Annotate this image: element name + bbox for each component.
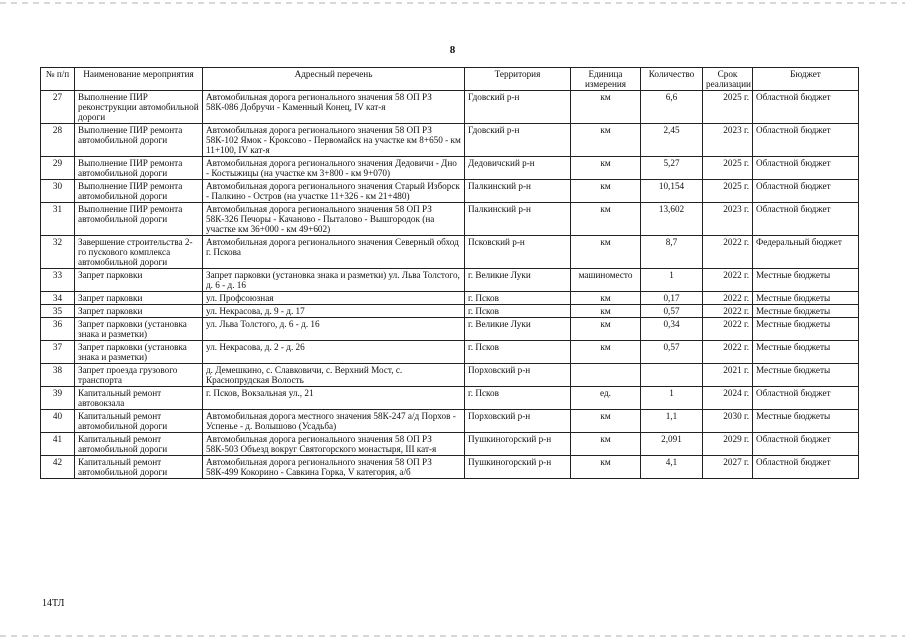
cell-term: 2025 г.	[703, 91, 753, 124]
cell-address: Автомобильная дорога регионального значения Дедовичи - Дно - Костыжицы (на участке км 3+800 - км 9+070)	[203, 157, 465, 180]
cell-unit: км	[571, 456, 641, 479]
cell-measure-name: Выполнение ПИР ремонта автомобильной дороги	[75, 124, 203, 157]
cell-territory: Палкинский р-н	[465, 180, 571, 203]
cell-measure-name: Капитальный ремонт автомобильной дороги	[75, 433, 203, 456]
cell-budget: Областной бюджет	[753, 456, 859, 479]
table-row	[41, 124, 859, 157]
cell-measure-name: Запрет проезда грузового транспорта	[75, 364, 203, 387]
cell-address: Автомобильная дорога регионального значения Старый Изборск - Палкино - Остров (на участке 11+326 - км 21+480)	[203, 180, 465, 203]
cell-unit: км	[571, 410, 641, 433]
cell-quantity	[641, 364, 703, 387]
cell-measure-name: Выполнение ПИР ремонта автомобильной дороги	[75, 203, 203, 236]
cell-unit: км	[571, 236, 641, 269]
cell-unit: км	[571, 292, 641, 305]
footer-code: 14ТЛ	[42, 598, 65, 609]
cell-quantity: 1,1	[641, 410, 703, 433]
cell-unit: ед.	[571, 387, 641, 410]
cell-unit	[571, 364, 641, 387]
cell-territory: г. Псков	[465, 305, 571, 318]
cell-address: Автомобильная дорога регионального значения 58 ОП РЗ 58К-499 Кокорино - Савкина Горка, V категория, а/б	[203, 456, 465, 479]
cell-address: ул. Некрасова, д. 2 - д. 26	[203, 341, 465, 364]
cell-measure-name: Капитальный ремонт автовокзала	[75, 387, 203, 410]
table-row	[41, 364, 859, 387]
cell-term: 2024 г.	[703, 387, 753, 410]
cell-measure-name: Запрет парковки	[75, 269, 203, 292]
cell-measure-name: Запрет парковки (установка знака и разметки)	[75, 318, 203, 341]
measures-table	[40, 67, 859, 479]
cell-budget: Областной бюджет	[753, 387, 859, 410]
table-row	[41, 91, 859, 124]
header-name: Наименование мероприятия	[75, 68, 203, 91]
cell-budget: Федеральный бюджет	[753, 236, 859, 269]
cell-territory: г. Великие Луки	[465, 269, 571, 292]
table-row	[41, 203, 859, 236]
cell-address: Автомобильная дорога местного значения 58К-247 а/д Порхов - Успенье - д. Волышово (Усадьба)	[203, 410, 465, 433]
cell-quantity: 10,154	[641, 180, 703, 203]
cell-unit: км	[571, 433, 641, 456]
cell-measure-name: Завершение строительства 2-го пускового комплекса автомобильной дороги	[75, 236, 203, 269]
cell-unit: км	[571, 91, 641, 124]
cell-number: 42	[41, 456, 75, 479]
cell-unit: км	[571, 318, 641, 341]
cell-number: 27	[41, 91, 75, 124]
cell-territory: Дедовичский р-н	[465, 157, 571, 180]
header-territory: Территория	[465, 68, 571, 91]
cell-term: 2022 г.	[703, 341, 753, 364]
header-number: № п/п	[41, 68, 75, 91]
cell-address: Автомобильная дорога регионального значения 58 ОП РЗ 58К-326 Печоры - Качаново - Пыталово - Вышгородок (на участке км 36+000 - км 49+602)	[203, 203, 465, 236]
table-header-row	[41, 68, 859, 91]
cell-address: Автомобильная дорога регионального значения 58 ОП РЗ 58К-086 Добручи - Каменный Конец, IV кат-я	[203, 91, 465, 124]
cell-address: ул. Профсоюзная	[203, 292, 465, 305]
cell-unit: км	[571, 305, 641, 318]
cell-unit: км	[571, 180, 641, 203]
cell-budget: Местные бюджеты	[753, 318, 859, 341]
header-budget: Бюджет	[753, 68, 859, 91]
page-number: 8	[449, 44, 456, 56]
table-row	[41, 305, 859, 318]
cell-measure-name: Капитальный ремонт автомобильной дороги	[75, 410, 203, 433]
cell-measure-name: Капитальный ремонт автомобильной дороги	[75, 456, 203, 479]
header-term: Срок реализации	[703, 68, 753, 91]
cell-number: 31	[41, 203, 75, 236]
cell-unit: км	[571, 203, 641, 236]
header-quantity: Количество	[641, 68, 703, 91]
cell-term: 2025 г.	[703, 157, 753, 180]
cell-measure-name: Запрет парковки	[75, 292, 203, 305]
cell-measure-name: Запрет парковки	[75, 305, 203, 318]
cell-address: ул. Льва Толстого, д. 6 - д. 16	[203, 318, 465, 341]
cell-quantity: 0,34	[641, 318, 703, 341]
cell-measure-name: Запрет парковки (установка знака и разметки)	[75, 341, 203, 364]
cell-number: 36	[41, 318, 75, 341]
cell-term: 2025 г.	[703, 180, 753, 203]
cell-budget: Областной бюджет	[753, 433, 859, 456]
scan-artifact-top	[0, 2, 905, 4]
table-row	[41, 456, 859, 479]
cell-term: 2022 г.	[703, 292, 753, 305]
cell-budget: Областной бюджет	[753, 124, 859, 157]
cell-number: 29	[41, 157, 75, 180]
cell-territory: Палкинский р-н	[465, 203, 571, 236]
cell-term: 2021 г.	[703, 364, 753, 387]
table-row	[41, 236, 859, 269]
cell-quantity: 5,27	[641, 157, 703, 180]
cell-address: Автомобильная дорога регионального значения Северный обход г. Пскова	[203, 236, 465, 269]
cell-number: 37	[41, 341, 75, 364]
cell-measure-name: Выполнение ПИР реконструкции автомобильной дороги	[75, 91, 203, 124]
cell-territory: Пушкиногорский р-н	[465, 433, 571, 456]
header-address: Адресный перечень	[203, 68, 465, 91]
cell-term: 2022 г.	[703, 269, 753, 292]
cell-term: 2029 г.	[703, 433, 753, 456]
cell-territory: Порховский р-н	[465, 364, 571, 387]
table-row	[41, 292, 859, 305]
table-row	[41, 157, 859, 180]
cell-territory: г. Псков	[465, 341, 571, 364]
cell-number: 41	[41, 433, 75, 456]
cell-quantity: 1	[641, 387, 703, 410]
cell-address: Автомобильная дорога регионального значения 58 ОП РЗ 58К-503 Объезд вокруг Святогорского монастыря, III кат-я	[203, 433, 465, 456]
cell-territory: г. Великие Луки	[465, 318, 571, 341]
cell-number: 33	[41, 269, 75, 292]
cell-number: 32	[41, 236, 75, 269]
cell-number: 40	[41, 410, 75, 433]
cell-territory: Порховский р-н	[465, 410, 571, 433]
scan-artifact-bottom	[0, 635, 905, 637]
cell-territory: Гдовский р-н	[465, 124, 571, 157]
cell-budget: Местные бюджеты	[753, 269, 859, 292]
table-row	[41, 341, 859, 364]
cell-territory: Псковский р-н	[465, 236, 571, 269]
cell-quantity: 4,1	[641, 456, 703, 479]
cell-quantity: 6,6	[641, 91, 703, 124]
cell-territory: г. Псков	[465, 292, 571, 305]
cell-quantity: 13,602	[641, 203, 703, 236]
cell-measure-name: Выполнение ПИР ремонта автомобильной дороги	[75, 157, 203, 180]
table-row	[41, 180, 859, 203]
table-row	[41, 269, 859, 292]
cell-term: 2027 г.	[703, 456, 753, 479]
cell-quantity: 1	[641, 269, 703, 292]
cell-territory: Пушкиногорский р-н	[465, 456, 571, 479]
cell-term: 2022 г.	[703, 318, 753, 341]
cell-measure-name: Выполнение ПИР ремонта автомобильной дороги	[75, 180, 203, 203]
cell-address: Запрет парковки (установка знака и разметки) ул. Льва Толстого, д. 6 - д. 16	[203, 269, 465, 292]
header-unit: Единица измерения	[571, 68, 641, 91]
cell-term: 2023 г.	[703, 124, 753, 157]
cell-unit: машиноместо	[571, 269, 641, 292]
cell-quantity: 0,57	[641, 305, 703, 318]
cell-budget: Местные бюджеты	[753, 305, 859, 318]
cell-budget: Местные бюджеты	[753, 364, 859, 387]
cell-number: 35	[41, 305, 75, 318]
cell-territory: Гдовский р-н	[465, 91, 571, 124]
cell-unit: км	[571, 341, 641, 364]
cell-territory: г. Псков	[465, 387, 571, 410]
table-row	[41, 318, 859, 341]
cell-number: 30	[41, 180, 75, 203]
cell-quantity: 2,45	[641, 124, 703, 157]
table-row	[41, 433, 859, 456]
cell-quantity: 8,7	[641, 236, 703, 269]
cell-budget: Областной бюджет	[753, 203, 859, 236]
cell-address: д. Демешкино, с. Славковичи, с. Верхний Мост, с. Краснопрудская Волость	[203, 364, 465, 387]
cell-term: 2022 г.	[703, 305, 753, 318]
table-row	[41, 387, 859, 410]
cell-address: Автомобильная дорога регионального значения 58 ОП РЗ 58К-102 Ямок - Кроксово - Первомайск на участке км 8+650 - км 11+100, IV кат-я	[203, 124, 465, 157]
cell-unit: км	[571, 157, 641, 180]
table-row	[41, 410, 859, 433]
cell-unit: км	[571, 124, 641, 157]
cell-number: 34	[41, 292, 75, 305]
cell-address: ул. Некрасова, д. 9 - д. 17	[203, 305, 465, 318]
cell-budget: Областной бюджет	[753, 180, 859, 203]
cell-quantity: 2,091	[641, 433, 703, 456]
cell-address: г. Псков, Вокзальная ул., 21	[203, 387, 465, 410]
cell-budget: Областной бюджет	[753, 157, 859, 180]
cell-number: 28	[41, 124, 75, 157]
cell-term: 2023 г.	[703, 203, 753, 236]
cell-quantity: 0,57	[641, 341, 703, 364]
cell-budget: Местные бюджеты	[753, 341, 859, 364]
cell-quantity: 0,17	[641, 292, 703, 305]
cell-budget: Местные бюджеты	[753, 292, 859, 305]
cell-term: 2030 г.	[703, 410, 753, 433]
cell-number: 38	[41, 364, 75, 387]
cell-budget: Областной бюджет	[753, 91, 859, 124]
cell-term: 2022 г.	[703, 236, 753, 269]
cell-number: 39	[41, 387, 75, 410]
cell-budget: Местные бюджеты	[753, 410, 859, 433]
